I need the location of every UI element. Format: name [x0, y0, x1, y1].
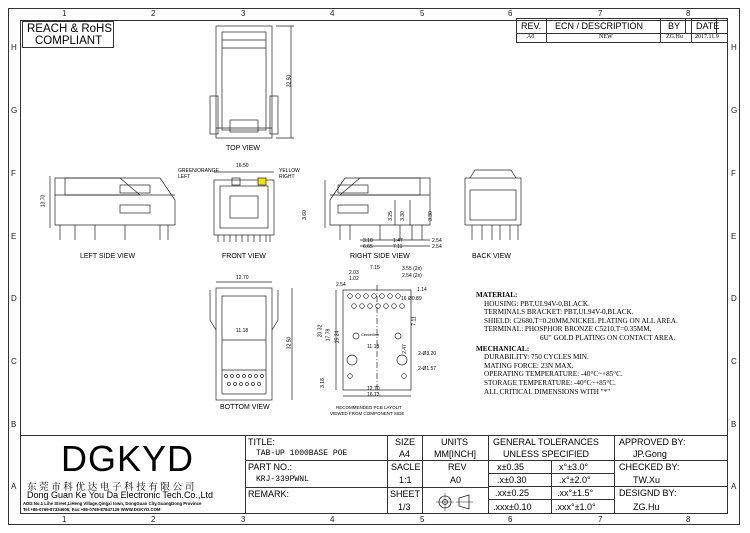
tolerance-value-4a: .xxx±0.10 [493, 502, 532, 512]
material-title: MATERIAL: [476, 291, 518, 299]
notes-block [476, 291, 678, 396]
tolerance-title-2: UNLESS SPECIFIED [503, 449, 590, 459]
company-address: ADD:No.1 Lihe Street,LiHeng Village,Qingxi town, DongGuan City,GuangDong Province [23, 501, 202, 506]
dim-pcb-2032: 20.32 [317, 324, 324, 338]
tolerance-row-2a [488, 473, 552, 487]
rev-label: REV [448, 462, 467, 472]
zone-right-F: F [731, 169, 736, 178]
tolerance-row-2b [551, 473, 615, 487]
zone-bottom-5: 5 [420, 515, 425, 524]
dim-rs-i: 2.54 [432, 244, 442, 250]
design-label: DESIGND BY: [619, 488, 677, 498]
dim-pcb-centerline: Centerline [361, 332, 380, 337]
remark-cell [245, 487, 388, 514]
units-value: MM[INCH] [434, 449, 476, 459]
dim-bottom-width: 12.70 [236, 275, 249, 281]
dim-rs-c: 3.30 [427, 211, 434, 221]
rev-value: A0 [527, 34, 535, 40]
tolerance-row-1a [488, 460, 552, 474]
company-name-en: Dong Guan Ke You Da Electronic Tech.Co.,Ltd [27, 490, 213, 500]
dim-pcb-157: 2-Ø1.57 [418, 366, 437, 372]
tolerance-value-3a: .xx±0.25 [495, 488, 529, 498]
compliance-line-1: REACH & RoHS [27, 23, 112, 35]
dim-pcb-1778: 17.78 [325, 328, 332, 342]
sheet-label: SHEET [390, 489, 421, 499]
dim-rs-d: 3.18 [363, 238, 373, 244]
dim-front-width: 16.50 [236, 163, 249, 169]
zone-top-7: 7 [598, 9, 603, 18]
by-value: ZG.Hu [666, 34, 683, 40]
title-label: TITLE: [248, 437, 276, 447]
led-left-position: LEFT [178, 174, 191, 180]
zone-right-E: E [731, 232, 737, 241]
sheet-cell [387, 487, 423, 514]
rev-header: REV. [521, 21, 542, 31]
approved-value: JP.Gong [633, 449, 667, 459]
approved-cell [614, 435, 728, 461]
zone-top-4: 4 [330, 9, 335, 18]
top-view-label: TOP VIEW [226, 145, 260, 152]
tolerance-row-4a [488, 499, 552, 514]
dim-pcb-247: 2.47 [401, 344, 408, 354]
dim-pcb-711: 7.11 [411, 316, 418, 326]
dim-bottom-inner: 11.18 [236, 328, 249, 334]
zone-top-2: 2 [151, 9, 156, 18]
zone-bottom-6: 6 [508, 515, 513, 524]
zone-top-8: 8 [686, 9, 691, 18]
left-side-view-drawing [50, 176, 175, 240]
tolerance-value-2a: .x±0.30 [497, 475, 527, 485]
led-left-color: GREEN/ORANGE [178, 168, 219, 174]
zone-right-G: G [731, 106, 738, 115]
front-view-label: FRONT VIEW [222, 253, 266, 260]
zone-bottom-2: 2 [151, 515, 156, 524]
dim-rs-h: 2.54 [432, 238, 442, 244]
top-view-drawing [210, 26, 294, 138]
dim-rs-a: 3.25 [387, 211, 394, 221]
design-value: ZG.Hu [633, 502, 660, 512]
dim-pcb-318: 3.18 [319, 378, 326, 388]
size-cell [387, 435, 423, 461]
scale-cell [387, 460, 423, 488]
scale-label: SACLE [391, 462, 421, 472]
zone-left-G: G [11, 106, 18, 115]
dim-rs-b: 3.30 [399, 211, 406, 221]
zone-right-B: B [731, 420, 737, 429]
dim-bottom-length: 32.50 [286, 336, 293, 350]
zone-right-C: C [731, 357, 737, 366]
zone-bottom-3: 3 [241, 515, 246, 524]
tolerance-value-1b: x°±3.0° [559, 462, 589, 472]
approved-label: APPROVED BY: [619, 437, 686, 447]
checked-label: CHECKED BY: [619, 462, 680, 472]
dim-rs-e: 1.47 [393, 238, 403, 244]
mechanical-note-4: STORAGE TEMPERATURE: -40°C~+85°C. [484, 378, 616, 387]
dim-left-height: 13.70 [40, 194, 47, 208]
zone-bottom-7: 7 [598, 515, 603, 524]
zone-right-A: A [731, 482, 737, 491]
dim-pcb-114: 1.14 [417, 287, 427, 293]
tolerance-value-3b: .xx°±1.5° [557, 488, 594, 498]
company-contact: Tel:+86-0769-87334606; Fax:+86-0769-87847129 WWW.DGKYD.COM [23, 507, 161, 512]
projection-cell [422, 487, 489, 514]
ecn-header: ECN / DESCRIPTION [555, 21, 644, 31]
zone-left-D: D [11, 294, 17, 303]
zone-bottom-8: 8 [686, 515, 691, 524]
compliance-line-2: COMPLIANT [35, 35, 103, 47]
material-note-4: TERMINAL: PHOSPHOR BRONZE C5210,T=0.35MM, [484, 325, 652, 334]
tolerance-value-2b: .x°±2.0° [559, 475, 591, 485]
material-note-3: SHIELD: C2680,T=0.20MM,NICKEL PLATING ON ALL AREA. [484, 316, 678, 325]
part-label: PART NO.: [248, 462, 293, 472]
zone-left-A: A [11, 482, 17, 491]
scale-value: 1:1 [399, 475, 412, 485]
dim-pcb-320: 2-Ø3.20 [418, 351, 437, 357]
tolerance-row-1b [551, 460, 615, 474]
pcb-layout-sublabel: VIEWED FROM COMPONENT SIDE [330, 411, 405, 416]
led-right-color: YELLOW [279, 168, 300, 174]
size-label: SIZE [395, 437, 416, 447]
title-cell [245, 435, 388, 461]
tolerance-row-3a [488, 486, 552, 500]
bottom-view-drawing [210, 282, 292, 400]
units-cell [422, 435, 489, 461]
zone-top-1: 1 [62, 9, 67, 18]
dim-pcb-1118: 11.18 [367, 344, 380, 350]
company-name-cn: 东 莞 市 科 优 达 电 子 科 技 有 限 公 司 [27, 482, 195, 493]
date-header: DATE [696, 21, 720, 31]
zone-right-H: H [731, 43, 737, 52]
dim-pcb-254: 2.54 [336, 282, 346, 288]
zone-bottom-1: 1 [62, 515, 67, 524]
tolerance-value-4b: .xxx°±1.0° [555, 502, 596, 512]
title-value: TAB-UP 1000BASE POE [256, 449, 348, 458]
date-value: 2017.11.9 [695, 34, 719, 40]
dim-pcb-715: 7.15 [370, 265, 380, 271]
checked-value: TW.Xu [633, 475, 661, 485]
material-note-2: TERMINALS BRACKET: PBT,UL94V-0,BLACK. [484, 308, 634, 317]
bottom-view-label: BOTTOM VIEW [220, 404, 270, 411]
design-cell [614, 486, 728, 514]
back-view-drawing [465, 170, 521, 240]
zone-top-6: 6 [508, 9, 513, 18]
zone-right-D: D [731, 294, 737, 303]
front-view-drawing [214, 172, 274, 242]
dim-pcb-254x: 2.54 (2x) [402, 273, 422, 279]
company-logo: DGKYD [61, 438, 195, 479]
pcb-layout-label: RECOMMENDED PCB LAYOUT [336, 405, 402, 410]
checked-cell [614, 460, 728, 487]
zone-left-C: C [11, 357, 17, 366]
left-side-view-label: LEFT SIDE VIEW [80, 253, 136, 260]
dim-rs-g: 7.11 [393, 244, 403, 250]
dim-pcb-16: 16 [401, 296, 407, 302]
tolerance-row-3b [551, 486, 615, 500]
led-right-position: RIGHT [279, 174, 295, 180]
zone-top-5: 5 [420, 9, 425, 18]
units-label: UNITS [441, 437, 468, 447]
right-side-view-drawing [325, 178, 430, 246]
mechanical-note-3: OPERATING TEMPERATURE: -40°C~+85°C. [484, 370, 623, 379]
size-value: A4 [399, 449, 411, 459]
zone-left-H: H [11, 43, 17, 52]
back-view-label: BACK VIEW [472, 253, 511, 260]
zone-left-B: B [11, 420, 17, 429]
dim-top-length: 32.50 [286, 74, 293, 88]
rev-cell [422, 460, 489, 488]
dim-rs-f: 6.65 [363, 244, 373, 250]
dim-pcb-203: 2.03 [349, 270, 359, 276]
zone-top-3: 3 [241, 9, 246, 18]
zone-left-F: F [11, 169, 16, 178]
mechanical-note-2: MATING FORCE: 23N MAX. [484, 361, 574, 370]
tolerance-row-4b [551, 499, 615, 514]
pcb-layout-drawing [336, 285, 411, 396]
zone-left-E: E [11, 232, 17, 241]
tolerance-value-1a: x±0.35 [497, 462, 524, 472]
right-side-view-label: RIGHT SIDE VIEW [350, 253, 410, 260]
ecn-value: NEW [599, 34, 613, 40]
part-value: KRJ-339PWNL [256, 475, 309, 484]
company-cell [20, 435, 246, 514]
dim-pcb-089: Ø0.89 [408, 296, 422, 302]
part-cell [245, 460, 388, 488]
material-note-1: HOUSING: PBT,UL94V-0,BLACK. [484, 299, 590, 308]
projection-symbol-icon [423, 488, 490, 515]
mechanical-title: MECHANICAL: [476, 344, 530, 353]
dim-pcb-355: 3.55 (2x) [402, 266, 422, 272]
remark-label: REMARK: [248, 489, 290, 499]
mechanical-note-1: DURABILITY: 750 CYCLES MIN. [484, 353, 589, 362]
rev-title-value: A0 [450, 475, 462, 485]
zone-bottom-4: 4 [330, 515, 335, 524]
material-note-5: 6U" GOLD PLATING ON CONTACT AREA. [540, 333, 676, 342]
mechanical-note-5: ALL CRITICAL DIMENSIONS WITH "*" [484, 387, 611, 396]
dim-pcb-102: 1.02 [349, 276, 359, 282]
tolerance-title-1: GENERAL TOLERANCES [493, 437, 599, 447]
by-header: BY [668, 21, 681, 31]
dim-pcb-1270: 12.70 [367, 386, 380, 392]
dim-pcb-1613: 16.13 [367, 392, 380, 398]
dim-pcb-1524: 15.24 [334, 330, 341, 344]
tolerance-header-cell [488, 435, 615, 461]
dim-right-height: 3.60 [301, 210, 308, 220]
sheet-value: 1/3 [398, 502, 411, 512]
